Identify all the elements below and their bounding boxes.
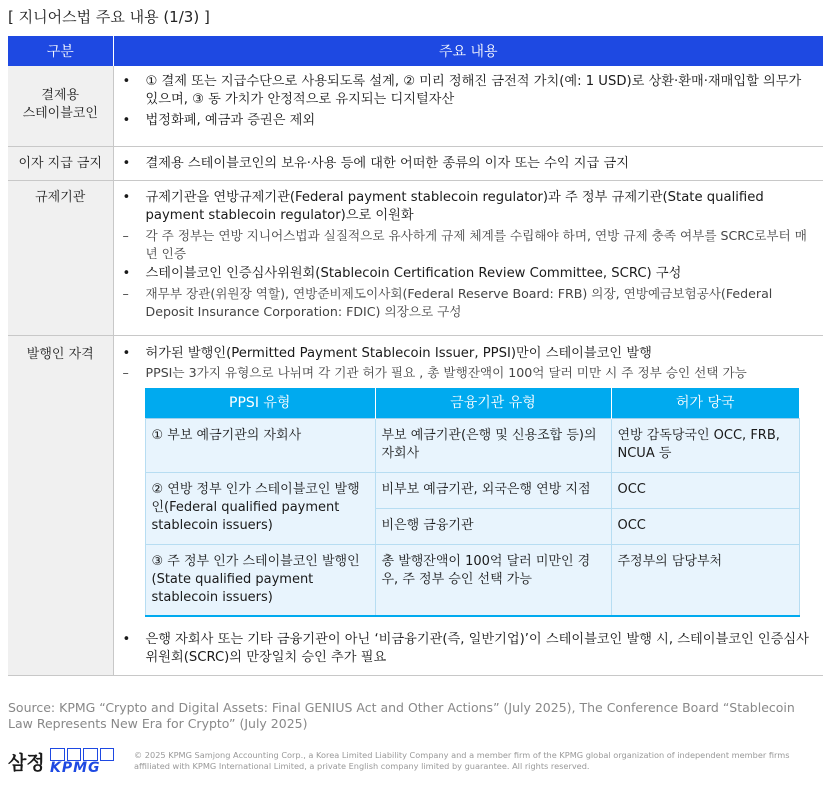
category-label: 규제기관: [35, 189, 86, 205]
bullet-marker: •: [122, 113, 131, 128]
category-label: 이자 지급 금지: [18, 155, 103, 171]
bullet-marker: •: [122, 265, 131, 281]
bullet-item: • 스테이블코인 인증심사위원회(Stablecoin Certification Review Committee, SCRC) 구성: [122, 265, 682, 281]
ppsi-type-cell: ② 연방 정부 인가 스테이블코인 발행인(Federal qualified payment stablecoin issuers): [145, 472, 375, 544]
ppsi-authority-cell: 연방 감독당국인 OCC, FRB, NCUA 등: [611, 418, 799, 472]
category-cell: [8, 146, 113, 180]
bullet-marker: •: [122, 189, 131, 205]
category-cell: [8, 180, 113, 335]
ppsi-institution-cell: 부보 예금기관(은행 및 신용조합 등)의 자회사: [375, 418, 611, 472]
bullet-marker: •: [122, 155, 131, 171]
bullet-item: • ① 결제 또는 지급수단으로 사용되도록 설계, ② 미리 정해진 금전적 가치(예: 1 USD)로 상환·환매·재매입할 의무가 있으며, ③ 동 가치가 안정적으로 유지되는 디지털자산: [122, 74, 802, 107]
kpmg-logo-text: KPMG: [50, 760, 101, 776]
dash-item: – PPSI는 3가지 유형으로 나뉘며 각 기관 허가 필요 , 총 발행잔액이 100억 달러 미만 시 주 정부 승인 선택 가능: [122, 364, 747, 380]
footer: [8, 748, 828, 778]
ppsi-row: [145, 472, 799, 508]
table-header-row: [8, 36, 823, 66]
header-content: 주요 내용: [113, 36, 823, 66]
category-label-line: 스테이블코인: [22, 106, 98, 121]
bullet-item: • 법정화폐, 예금과 증권은 제외: [122, 113, 316, 128]
content-cell: [113, 180, 823, 335]
bullet-item: • 은행 자회사 또는 기타 금융기관이 아닌 ‘비금융기관(즉, 일반기업)’이 스테이블코인 발행 시, 스테이블코인 인증심사위원회(SCRC)의 만장일치 승인 추가 필요: [122, 632, 809, 665]
ppsi-authority-cell: 주정부의 담당부처: [611, 544, 799, 616]
category-cell: [8, 335, 113, 676]
ppsi-institution-cell: 비부보 예금기관, 외국은행 연방 지점: [375, 472, 611, 508]
ppsi-institution-cell: 비은행 금융기관: [375, 508, 611, 544]
bullet-marker: •: [122, 632, 131, 647]
header-category: 구분: [8, 36, 113, 66]
ppsi-type-cell: ③ 주 정부 인가 스테이블코인 발행인(State qualified payment stablecoin issuers): [145, 544, 375, 616]
ppsi-header: 금융기관 유형: [375, 388, 611, 419]
ppsi-table: [145, 388, 800, 618]
ppsi-row: [145, 544, 799, 616]
bullet-item: • 규제기관을 연방규제기관(Federal payment stablecoin regulator)과 주 정부 규제기관(State qualified payment stablecoin regulator)으로 이원화: [122, 189, 764, 223]
ppsi-header: 허가 당국: [611, 388, 799, 419]
table-row: [8, 180, 823, 335]
dash-item: – 각 주 정부는 연방 지니어스법과 실질적으로 유사하게 규제 체계를 수립해야 하며, 연방 규제 충족 여부를 SCRC로부터 매년 인증: [122, 227, 807, 261]
dash-marker: –: [122, 227, 129, 243]
category-label-line: 결제용: [41, 88, 80, 103]
kpmg-logo: [50, 748, 114, 774]
bullet-marker: •: [122, 74, 131, 89]
bullet-item: • 결제용 스테이블코인의 보유·사용 등에 대한 어떠한 종류의 이자 또는 수익 지급 금지: [122, 155, 629, 171]
table-row: [8, 66, 823, 146]
category-cell: [8, 66, 113, 146]
ppsi-institution-cell: 총 발행잔액이 100억 달러 미만인 경우, 주 정부 승인 선택 가능: [375, 544, 611, 616]
samjong-logo-text: 삼정: [8, 752, 45, 774]
content-cell: [113, 66, 823, 146]
genius-act-table: [8, 36, 823, 676]
bullet-marker: •: [122, 345, 131, 361]
source-note: Source: KPMG “Crypto and Digital Assets: Final GENIUS Act and Other Actions” (July 2025), The Conference Board “Stablecoin Law Represents New Era for Crypto” (July 2025): [8, 700, 795, 731]
page-title: [ 지니어스법 주요 내용 (1/3) ]: [8, 8, 210, 26]
ppsi-authority-cell: OCC: [611, 508, 799, 544]
content-cell: [113, 335, 823, 676]
table-row: [8, 146, 823, 180]
content-cell: [113, 146, 823, 180]
category-label: 발행인 자격: [26, 346, 94, 362]
bullet-item: • 허가된 발행인(Permitted Payment Stablecoin Issuer, PPSI)만이 스테이블코인 발행: [122, 345, 652, 361]
dash-marker: –: [122, 285, 129, 301]
table-row: [8, 335, 823, 676]
ppsi-authority-cell: OCC: [611, 472, 799, 508]
ppsi-header-row: [145, 388, 799, 419]
ppsi-row: [145, 418, 799, 472]
dash-marker: –: [122, 364, 129, 380]
copyright-text: © 2025 KPMG Samjong Accounting Corp., a Korea Limited Liability Company and a member firm of the KPMG global organization of independent member firms affiliated with KPMG International Limited, a private English company limited by guarantee. All rights reserved.: [134, 750, 790, 771]
ppsi-type-cell: ① 부보 예금기관의 자회사: [145, 418, 375, 472]
dash-item: – 재무부 장관(위원장 역할), 연방준비제도이사회(Federal Reserve Board: FRB) 의장, 연방예금보험공사(Federal Deposit Insurance Corporation: FDIC) 의장으로 구성: [122, 285, 773, 319]
ppsi-header: PPSI 유형: [145, 388, 375, 419]
